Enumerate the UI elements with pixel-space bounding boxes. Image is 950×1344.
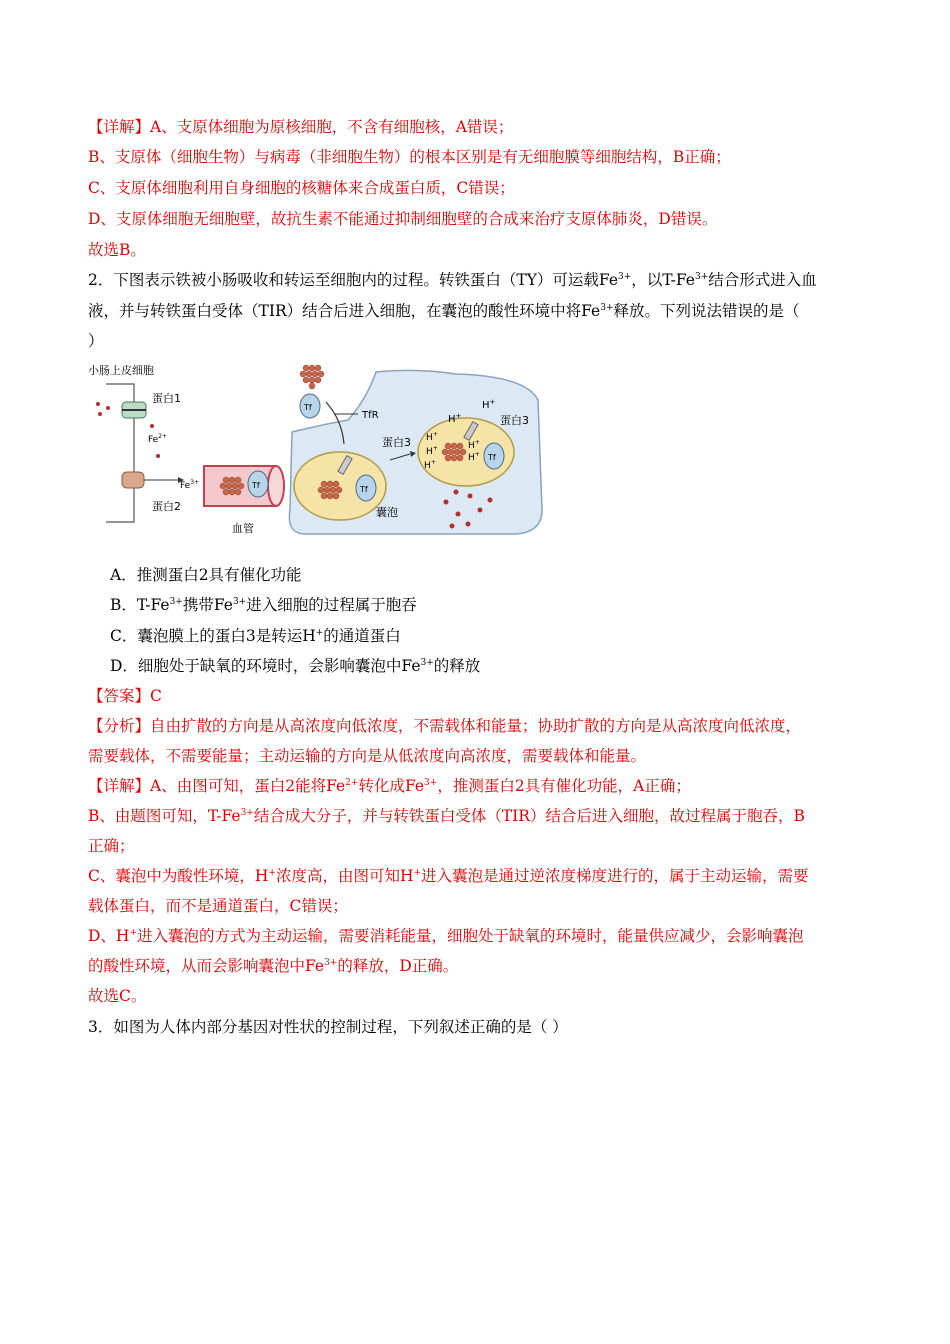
superscript: + xyxy=(413,868,422,878)
tfr-label: TfR xyxy=(362,410,379,421)
detail-text: C、囊泡中为酸性环境，H xyxy=(88,867,269,885)
stem-text: ，以T-Fe xyxy=(631,271,695,289)
superscript: 3+ xyxy=(324,958,338,968)
superscript: 3+ xyxy=(232,597,247,607)
option-text: D．细胞处于缺氧的环境时，会影响囊泡中Fe xyxy=(110,657,421,675)
stem-text: 2．下图表示铁被小肠吸收和转运至细胞内的过程。转铁蛋白（TY）可运载Fe xyxy=(88,271,619,289)
q2-option-c xyxy=(110,626,890,646)
stem-text: 液，并与转铁蛋白受体（TIR）结合后进入细胞，在囊泡的酸性环境中将Fe xyxy=(88,302,601,320)
iron-transport-figure xyxy=(86,360,550,544)
q3-stem: 3．如图为人体内部分基因对性状的控制过程，下列叙述正确的是（ ） xyxy=(88,1018,568,1036)
h-label: H+ xyxy=(448,412,462,425)
tf-label: Tf xyxy=(360,485,368,494)
explain-a-text: A、支原体细胞为原核细胞，不含有细胞核，A错误； xyxy=(150,118,514,136)
detail-tag: 【详解】 xyxy=(88,777,151,795)
q2-option-b xyxy=(110,595,890,615)
detail-text: 转化成Fe xyxy=(358,777,425,795)
superscript: 3+ xyxy=(424,778,438,788)
detail-text: 进入囊泡的方式为主动运输，需要消耗能量，细胞处于缺氧的环境时，能量供应减少，会影响囊泡 xyxy=(137,927,804,945)
superscript: 3+ xyxy=(600,303,614,313)
q2-stem-line3: ） xyxy=(88,332,104,350)
option-text: B．T-Fe xyxy=(110,596,170,614)
superscript: 3+ xyxy=(169,597,183,607)
blood-vessel-label: 血管 xyxy=(232,522,254,535)
protein3-label: 蛋白3 xyxy=(382,436,411,449)
option-text: 携带Fe xyxy=(182,596,233,614)
stem-text: 结合形式进入血 xyxy=(708,271,817,289)
q2-answer: 【答案】C xyxy=(88,687,162,705)
superscript: + xyxy=(315,628,324,638)
detail-text: 结合成大分子，并与转铁蛋白受体（TIR）结合后进入细胞，故过程属于胞吞，B xyxy=(253,807,805,825)
q2-stem-line1 xyxy=(88,270,868,290)
tf-label: Tf xyxy=(304,403,312,412)
protein2-label: 蛋白2 xyxy=(152,500,181,513)
detail-text: A、由图可知，蛋白2能将Fe xyxy=(150,777,346,795)
detail-text: 的释放，D正确。 xyxy=(337,957,459,975)
option-text: 进入细胞的过程属于胞吞 xyxy=(246,596,417,614)
analysis-text: 自由扩散的方向是从高浓度向低浓度，不需载体和能量；协助扩散的方向是从高浓度向低浓度， xyxy=(150,717,802,735)
q2-detail-b-cont: 正确； xyxy=(88,837,135,855)
stem-text: 释放。下列说法错误的是（ xyxy=(613,302,800,320)
q2-stem-line2 xyxy=(88,301,868,321)
h-label: H+ xyxy=(426,431,438,443)
h-label: H+ xyxy=(468,451,480,463)
q1-explain-d: D、支原体细胞无细胞壁，故抗生素不能通过抑制细胞壁的合成来治疗支原体肺炎，D错误。 xyxy=(88,210,718,228)
q2-option-a: A．推测蛋白2具有催化功能 xyxy=(110,566,302,584)
q2-detail-d xyxy=(88,926,868,946)
detail-text: D、H xyxy=(88,927,130,945)
detail-text: ，推测蛋白2具有催化功能，A正确； xyxy=(437,777,691,795)
tf-label: Tf xyxy=(252,481,260,490)
q1-choice: 故选B。 xyxy=(88,241,146,259)
analysis-tag: 【分析】 xyxy=(88,717,151,735)
vesicle-label: 囊泡 xyxy=(376,506,398,519)
superscript: 3+ xyxy=(694,272,709,282)
q2-detail-c xyxy=(88,866,868,886)
explain-tag: 【详解】 xyxy=(88,118,151,136)
option-text: C．囊泡膜上的蛋白3是转运H xyxy=(110,627,316,645)
superscript: + xyxy=(268,868,276,878)
q1-explain-a xyxy=(88,117,868,137)
superscript: 3+ xyxy=(420,658,434,668)
q2-detail-a xyxy=(88,776,868,796)
option-text: 的释放 xyxy=(433,657,481,675)
fe3-label: $Fe^{3+}$ xyxy=(180,479,200,491)
h-label: H+ xyxy=(468,439,480,451)
q1-explain-c: C、支原体细胞利用自身细胞的核糖体来合成蛋白质，C错误； xyxy=(88,179,515,197)
q2-choice: 故选C。 xyxy=(88,987,147,1005)
figure-cell-label: 小肠上皮细胞 xyxy=(88,364,154,377)
detail-text: B、由题图可知，T-Fe xyxy=(88,807,241,825)
detail-text: 浓度高，由图可知H xyxy=(275,867,414,885)
protein2-shape xyxy=(122,472,144,488)
tf-label: Tf xyxy=(488,453,496,462)
q2-detail-d-cont xyxy=(88,956,868,976)
q2-detail-c-cont: 载体蛋白，而不是通道蛋白，C错误； xyxy=(88,897,348,915)
protein1-label: 蛋白1 xyxy=(152,392,181,405)
superscript: + xyxy=(129,928,137,938)
superscript: 3+ xyxy=(618,272,632,282)
superscript: 2+ xyxy=(345,778,359,788)
q2-analysis-line1 xyxy=(88,716,868,736)
h-label: H+ xyxy=(426,445,438,457)
superscript: 3+ xyxy=(240,808,254,818)
q1-explain-b: B、支原体（细胞生物）与病毒（非细胞生物）的根本区别是有无细胞膜等细胞结构，B正确； xyxy=(88,148,731,166)
q2-detail-b xyxy=(88,806,868,826)
protein3-label-2: 蛋白3 xyxy=(500,414,529,427)
detail-text: 进入囊泡是通过逆浓度梯度进行的，属于主动运输，需要 xyxy=(421,867,809,885)
h-label: H+ xyxy=(482,398,496,411)
h-label: H+ xyxy=(424,459,436,471)
fe2-label: $Fe^{2+}$ xyxy=(148,433,168,445)
q2-analysis-line2: 需要载体，不需要能量；主动运输的方向是从低浓度向高浓度，需要载体和能量。 xyxy=(88,747,647,765)
detail-text: 的酸性环境，从而会影响囊泡中Fe xyxy=(88,957,325,975)
q2-option-d xyxy=(110,656,890,676)
option-text: 的通道蛋白 xyxy=(323,627,401,645)
